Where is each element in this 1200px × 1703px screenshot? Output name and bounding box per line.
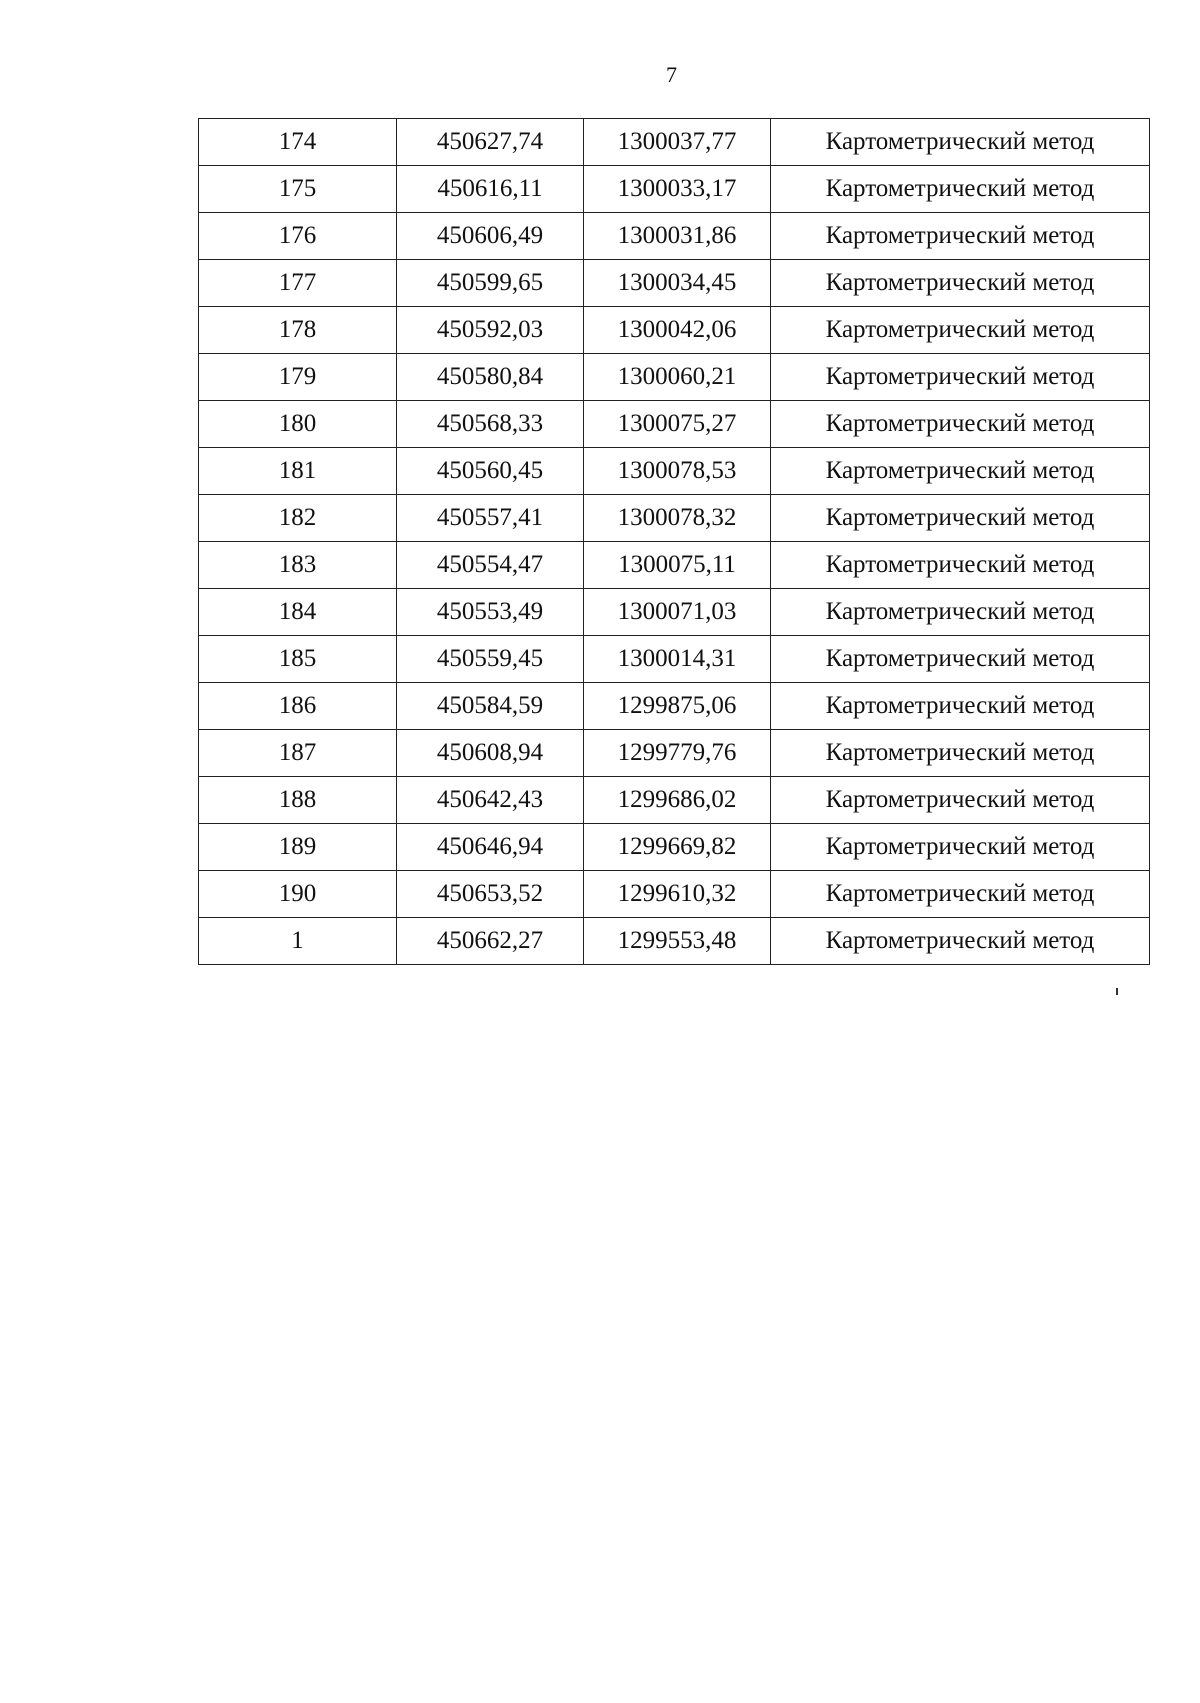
method-cell: Картометрический метод — [771, 213, 1150, 260]
x-coordinate-cell: 450662,27 — [397, 918, 584, 965]
method-cell: Картометрический метод — [771, 730, 1150, 777]
y-coordinate-cell: 1299669,82 — [584, 824, 771, 871]
table-row — [199, 448, 1150, 495]
method-cell: Картометрический метод — [771, 636, 1150, 683]
table-row — [199, 589, 1150, 636]
table-row — [199, 401, 1150, 448]
x-coordinate-cell: 450592,03 — [397, 307, 584, 354]
y-coordinate-cell: 1300031,86 — [584, 213, 771, 260]
stray-mark — [1116, 988, 1118, 995]
y-coordinate-cell: 1299875,06 — [584, 683, 771, 730]
y-coordinate-cell: 1300060,21 — [584, 354, 771, 401]
table-row — [199, 542, 1150, 589]
x-coordinate-cell: 450616,11 — [397, 166, 584, 213]
method-cell: Картометрический метод — [771, 119, 1150, 166]
x-coordinate-cell: 450554,47 — [397, 542, 584, 589]
method-cell: Картометрический метод — [771, 918, 1150, 965]
x-coordinate-cell: 450608,94 — [397, 730, 584, 777]
y-coordinate-cell: 1300037,77 — [584, 119, 771, 166]
point-number-cell: 188 — [199, 777, 397, 824]
x-coordinate-cell: 450557,41 — [397, 495, 584, 542]
point-number-cell: 1 — [199, 918, 397, 965]
table-row — [199, 777, 1150, 824]
y-coordinate-cell: 1300078,53 — [584, 448, 771, 495]
y-coordinate-cell: 1300075,11 — [584, 542, 771, 589]
method-cell: Картометрический метод — [771, 307, 1150, 354]
method-cell: Картометрический метод — [771, 871, 1150, 918]
table-row — [199, 354, 1150, 401]
table-row — [199, 871, 1150, 918]
x-coordinate-cell: 450606,49 — [397, 213, 584, 260]
table-row — [199, 307, 1150, 354]
method-cell: Картометрический метод — [771, 589, 1150, 636]
x-coordinate-cell: 450559,45 — [397, 636, 584, 683]
y-coordinate-cell: 1299553,48 — [584, 918, 771, 965]
x-coordinate-cell: 450553,49 — [397, 589, 584, 636]
point-number-cell: 175 — [199, 166, 397, 213]
point-number-cell: 185 — [199, 636, 397, 683]
point-number-cell: 177 — [199, 260, 397, 307]
point-number-cell: 180 — [199, 401, 397, 448]
point-number-cell: 189 — [199, 824, 397, 871]
coordinates-table-body — [199, 119, 1150, 965]
point-number-cell: 182 — [199, 495, 397, 542]
x-coordinate-cell: 450646,94 — [397, 824, 584, 871]
method-cell: Картометрический метод — [771, 777, 1150, 824]
table-row — [199, 824, 1150, 871]
method-cell: Картометрический метод — [771, 683, 1150, 730]
y-coordinate-cell: 1299779,76 — [584, 730, 771, 777]
point-number-cell: 190 — [199, 871, 397, 918]
point-number-cell: 186 — [199, 683, 397, 730]
y-coordinate-cell: 1300014,31 — [584, 636, 771, 683]
method-cell: Картометрический метод — [771, 824, 1150, 871]
y-coordinate-cell: 1300042,06 — [584, 307, 771, 354]
x-coordinate-cell: 450653,52 — [397, 871, 584, 918]
method-cell: Картометрический метод — [771, 401, 1150, 448]
table-row — [199, 636, 1150, 683]
point-number-cell: 183 — [199, 542, 397, 589]
x-coordinate-cell: 450568,33 — [397, 401, 584, 448]
method-cell: Картометрический метод — [771, 495, 1150, 542]
table-row — [199, 213, 1150, 260]
x-coordinate-cell: 450584,59 — [397, 683, 584, 730]
y-coordinate-cell: 1299686,02 — [584, 777, 771, 824]
x-coordinate-cell: 450580,84 — [397, 354, 584, 401]
coordinates-table — [198, 118, 1150, 965]
table-row — [199, 166, 1150, 213]
method-cell: Картометрический метод — [771, 166, 1150, 213]
x-coordinate-cell: 450627,74 — [397, 119, 584, 166]
method-cell: Картометрический метод — [771, 448, 1150, 495]
method-cell: Картометрический метод — [771, 354, 1150, 401]
method-cell: Картометрический метод — [771, 542, 1150, 589]
y-coordinate-cell: 1300071,03 — [584, 589, 771, 636]
table-row — [199, 495, 1150, 542]
y-coordinate-cell: 1300075,27 — [584, 401, 771, 448]
point-number-cell: 181 — [199, 448, 397, 495]
y-coordinate-cell: 1300078,32 — [584, 495, 771, 542]
y-coordinate-cell: 1299610,32 — [584, 871, 771, 918]
point-number-cell: 179 — [199, 354, 397, 401]
point-number-cell: 187 — [199, 730, 397, 777]
method-cell: Картометрический метод — [771, 260, 1150, 307]
point-number-cell: 178 — [199, 307, 397, 354]
y-coordinate-cell: 1300034,45 — [584, 260, 771, 307]
page-number: 7 — [666, 62, 677, 87]
point-number-cell: 174 — [199, 119, 397, 166]
point-number-cell: 176 — [199, 213, 397, 260]
table-row — [199, 683, 1150, 730]
table-row — [199, 918, 1150, 965]
point-number-cell: 184 — [199, 589, 397, 636]
y-coordinate-cell: 1300033,17 — [584, 166, 771, 213]
table-row — [199, 119, 1150, 166]
x-coordinate-cell: 450560,45 — [397, 448, 584, 495]
x-coordinate-cell: 450599,65 — [397, 260, 584, 307]
table-row — [199, 730, 1150, 777]
table-row — [199, 260, 1150, 307]
x-coordinate-cell: 450642,43 — [397, 777, 584, 824]
